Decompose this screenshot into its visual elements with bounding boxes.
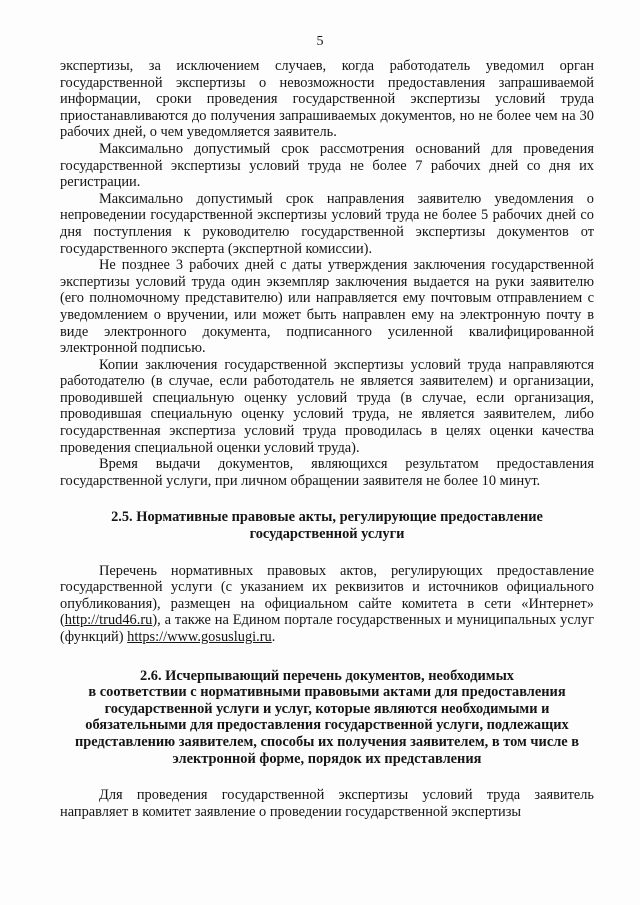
section-2-6-heading-line-3: государственной услуги и услуг, которые являются необходимыми и: [104, 700, 550, 717]
section-2-6-heading-line-6: электронной форме, порядок их представления: [172, 750, 482, 767]
paragraph-legal-acts-list: [60, 563, 594, 646]
legal-acts-text-start: Перечень нормативных правовых актов, регулирующих предоставление государственной услуги (с указанием их реквизитов и источников официального опубликования), размещен на официальном сайте комитета в сети «Интернет» (: [60, 562, 594, 629]
paragraph-review-period: Максимально допустимый срок рассмотрения оснований для проведения государственной экспертизы условий труда не более 7 рабочих дней со дня их регистрации.: [60, 140, 594, 191]
spacer: [60, 543, 594, 563]
spacer: [60, 489, 594, 509]
paragraph-expertise-suspension: экспертизы, за исключением случаев, когда работодатель уведомил орган государственной экспертизы о невозможности предоставления запрашиваемой информации, сроки проведения государственной экспертизы условий труда приостанавливаются до получения запрашиваемых документов, но не более чем на 30 рабочих дней, о чем уведомляется заявитель.: [60, 58, 594, 141]
section-2-6-heading-line-4: обязательными для предоставления государственной услуги, подлежащих: [85, 717, 569, 734]
spacer: [60, 767, 594, 787]
spacer: [60, 646, 594, 668]
page-number: 5: [316, 34, 324, 49]
document-body: [60, 58, 594, 820]
paragraph-application-submission: Для проведения государственной экспертизы условий труда заявитель направляет в комитет заявление о проведении государственной экспертизы: [60, 787, 594, 820]
paragraph-notification-period: Максимально допустимый срок направления заявителю уведомления о непроведении государственной экспертизы условий труда не более 5 рабочих дней со дня поступления к руководителю государственной экспертизы документов от государственного эксперта (экспертной комиссии).: [60, 190, 594, 257]
section-2-6-heading-line-1: 2.6. Исчерпывающий перечень документов, необходимых: [140, 667, 514, 684]
section-2-6-heading-line-5: представлению заявителем, способы их получения заявителем, в том числе в: [74, 733, 580, 750]
paragraph-conclusion-copies: Копии заключения государственной экспертизы условий труда направляются работодателю (в случае, если работодатель не является заявителем) и организации, проводившей специальную оценку условий труда (в случае, если организация, проводившая специальную оценку условий труда, не является заявителем, либо государственная экспертиза условий труда проводилась в целях оценки качества проведения специальной оценки условий труда).: [60, 356, 594, 456]
legal-acts-text-middle: ), а также на Едином портале государственных и муниципальных услуг (функций): [60, 612, 594, 645]
section-2-5-heading-line-1: 2.5. Нормативные правовые акты, регулирующие предоставление: [111, 509, 543, 526]
paragraph-issuance-time: Время выдачи документов, являющихся результатом предоставления государственной услуги, при личном обращении заявителя не более 10 минут.: [60, 456, 594, 489]
section-2-5-heading-line-2: государственной услуги: [249, 526, 405, 543]
legal-acts-text-end: .: [271, 629, 276, 645]
gosuslugi-link[interactable]: https://www.gosuslugi.ru: [127, 629, 272, 645]
trud46-link[interactable]: http://trud46.ru: [64, 612, 153, 629]
paragraph-conclusion-delivery: Не позднее 3 рабочих дней с даты утверждения заключения государственной экспертизы условий труда один экземпляр заключения выдается на руки заявителю (его полномочному представителю) или направляется ему почтовым отправлением с уведомлением о вручении, или может быть направлен ему на электронную почту в виде электронного документа, подписанного усиленной квалифицированной электронной подписью.: [60, 257, 594, 357]
section-2-6-heading-line-2: в соответствии с нормативными правовыми актами для предоставления: [88, 684, 566, 701]
